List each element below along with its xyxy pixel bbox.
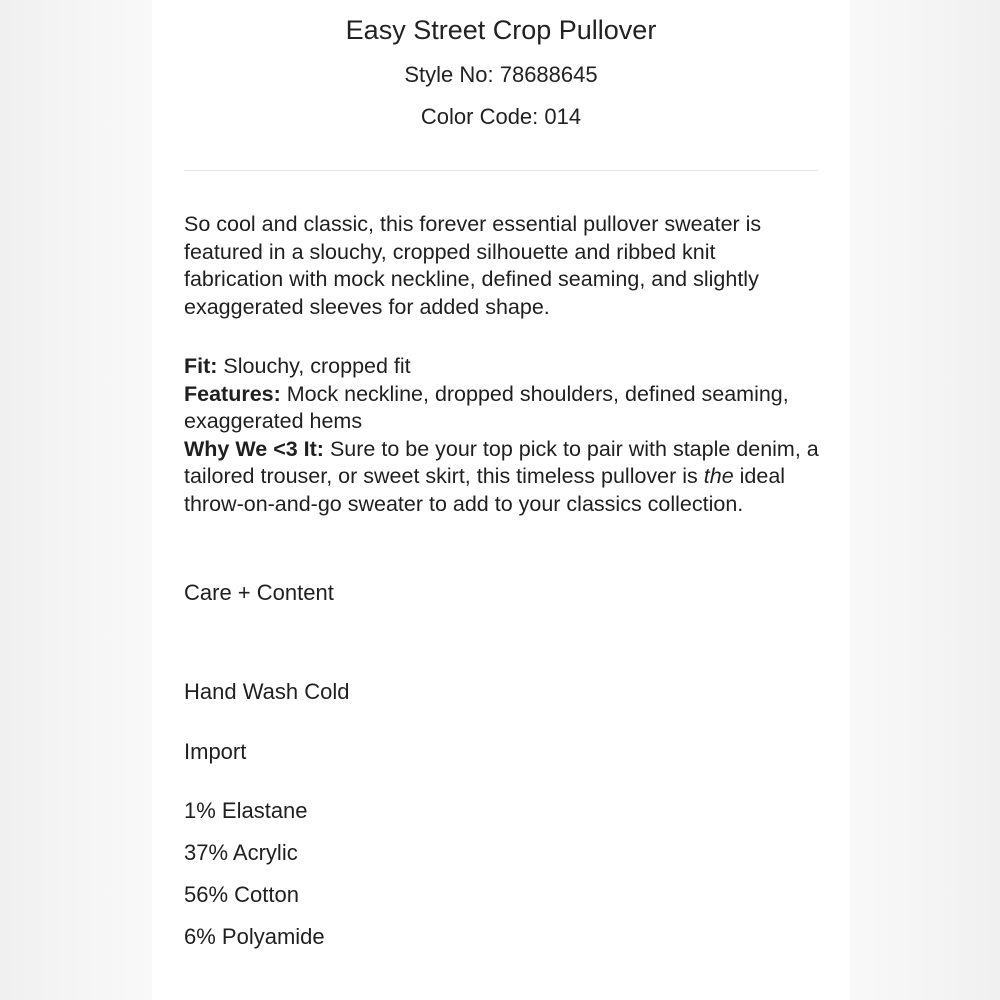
fit-value: Slouchy, cropped fit [217, 354, 411, 378]
style-number: Style No: 78688645 [404, 62, 598, 87]
features-value: Mock neckline, dropped shoulders, defined seaming, exaggerated hems [184, 381, 789, 433]
header-divider [184, 170, 818, 171]
why-label: Why We <3 It: [184, 436, 324, 461]
why-we-love-it-line [184, 436, 820, 519]
background-right [848, 0, 1000, 1000]
features-label: Features: [184, 381, 281, 406]
composition-item: 6% Polyamide [184, 924, 325, 949]
care-content-heading[interactable]: Care + Content [184, 580, 334, 605]
why-value-part-2: ideal throw-on-and-go sweater to add to your classics collection. [184, 464, 786, 516]
background-left [0, 0, 152, 1000]
care-origin: Import [184, 739, 247, 764]
product-title: Easy Street Crop Pullover [345, 15, 657, 45]
color-code: Color Code: 014 [420, 104, 582, 129]
why-value-part-1: Sure to be your top pick to pair with staple denim, a tailored trouser, or sweet skirt, this timeless pullover is [184, 436, 819, 488]
product-description-section [184, 211, 820, 518]
composition-item: 1% Elastane [184, 798, 308, 823]
composition-item: 37% Acrylic [184, 840, 298, 865]
fit-line [184, 353, 820, 381]
care-wash-instruction: Hand Wash Cold [184, 679, 350, 704]
product-description: So cool and classic, this forever essential pullover sweater is featured in a slouchy, cropped silhouette and ribbed knit fabrication with mock neckline, defined seaming, and slightly exaggerated sleeves for added shape. [184, 212, 762, 319]
fit-label: Fit: [184, 354, 218, 378]
composition-item: 56% Cotton [184, 882, 299, 907]
features-line [184, 381, 820, 436]
product-details-card [152, 0, 850, 1000]
why-value-emphasis: the [703, 464, 734, 488]
